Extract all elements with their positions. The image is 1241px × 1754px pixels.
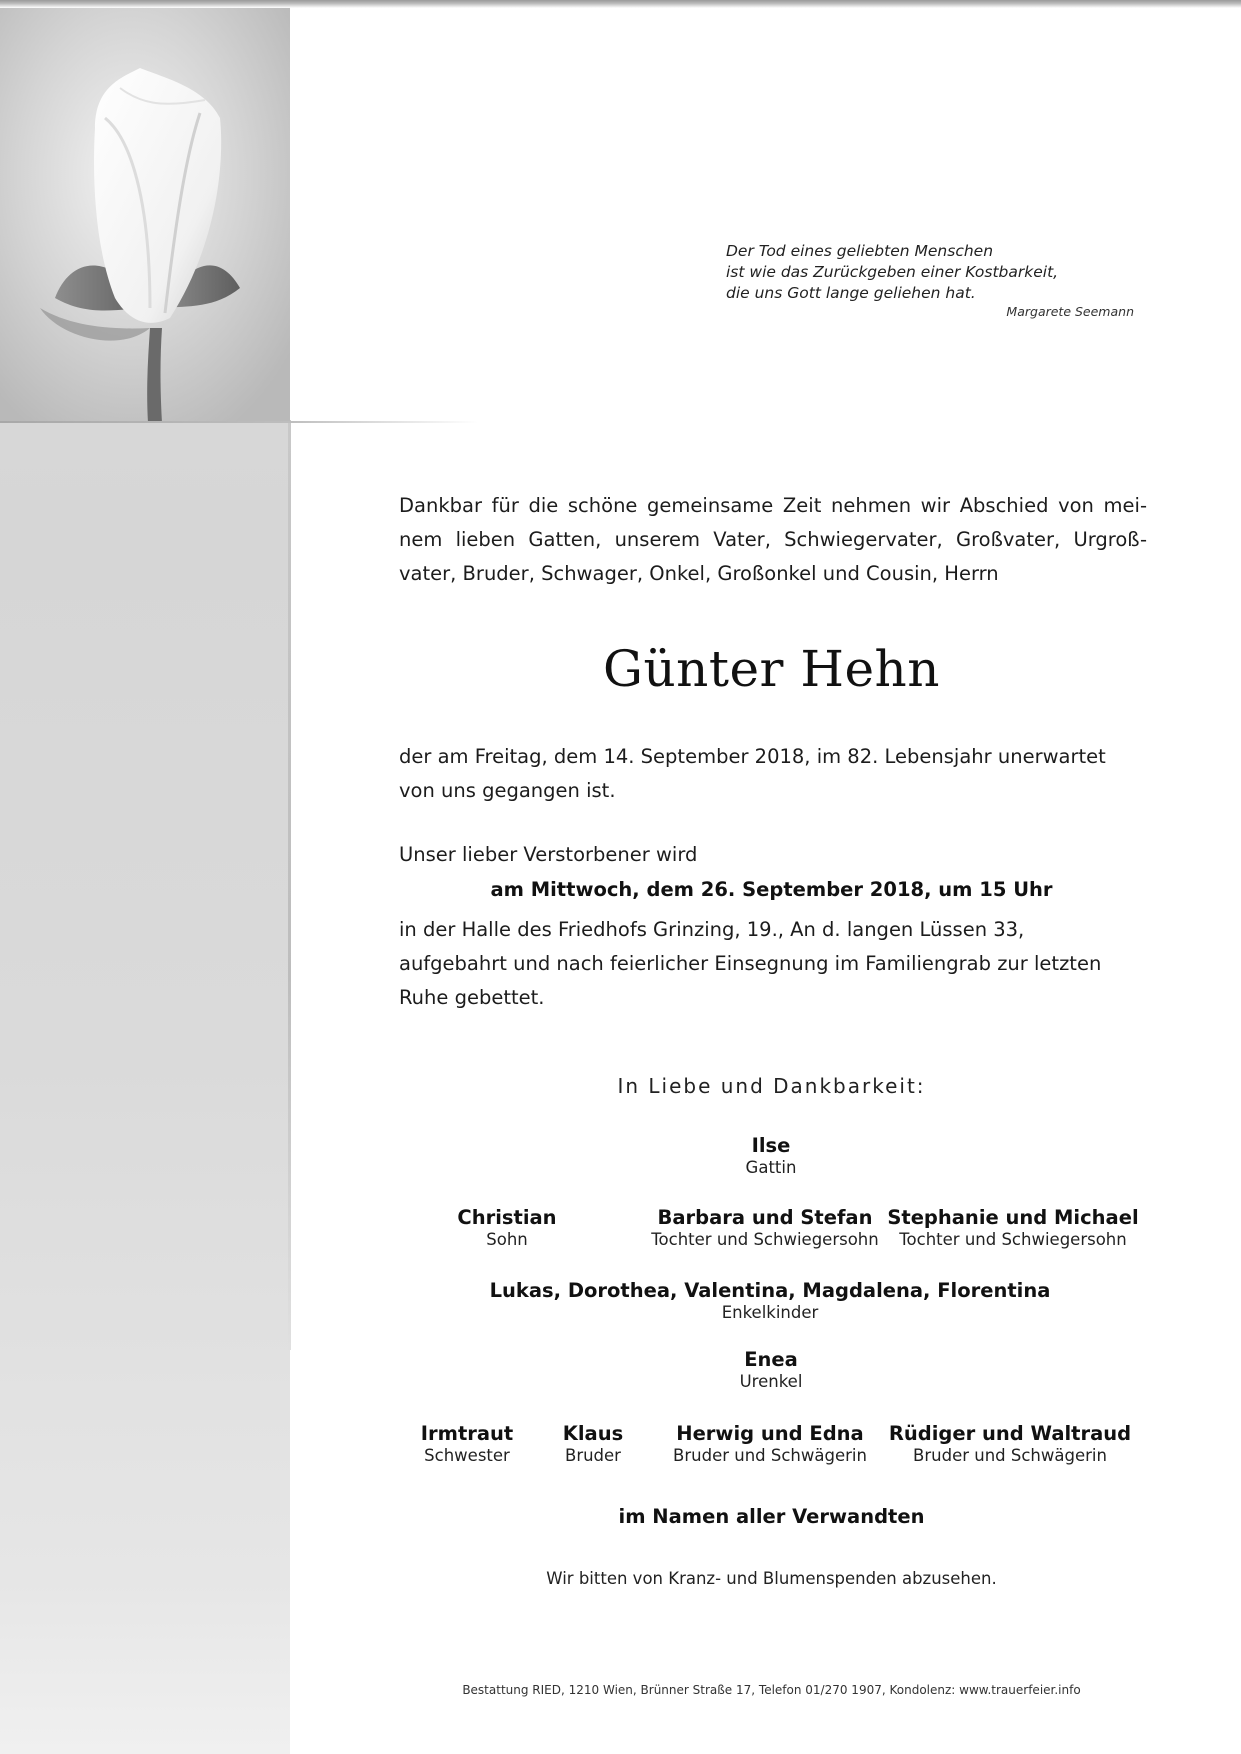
mourner-sibling <box>543 1422 643 1466</box>
mourner-relation: Bruder und Schwägerin <box>913 1446 1107 1465</box>
side-band-edge <box>288 420 291 1350</box>
mourner-child <box>407 1206 607 1250</box>
service-place-line: in der Halle des Friedhofs Grinzing, 19., An d. langen Lüssen 33, <box>399 918 1025 941</box>
mourner-grandchildren <box>440 1279 1100 1323</box>
mourner-relation: Bruder <box>565 1446 621 1465</box>
photo-divider-line <box>0 421 478 423</box>
intro-paragraph <box>399 489 1147 591</box>
mourner-relation: Schwester <box>424 1446 510 1465</box>
service-place-line: aufgebahrt und nach feierlicher Einsegnung im Familiengrab zur letzten <box>399 952 1102 975</box>
mourner-relation: Tochter und Schwiegersohn <box>651 1230 879 1249</box>
on-behalf-line: im Namen aller Verwandten <box>618 1505 925 1528</box>
death-line: der am Freitag, dem 14. September 2018, im 82. Lebensjahr unerwartet <box>399 745 1106 768</box>
death-paragraph <box>399 740 1147 808</box>
mourner-name: Lukas, Dorothea, Valentina, Magdalena, Florentina <box>489 1279 1051 1302</box>
mourner-relation: Gattin <box>745 1158 797 1177</box>
mourner-name: Herwig und Edna <box>676 1422 864 1445</box>
service-place-line: Ruhe gebettet. <box>399 986 545 1009</box>
mourner-relation: Urenkel <box>739 1372 803 1391</box>
intro-line: Dankbar für die schöne gemeinsame Zeit nehmen wir Abschied von mei- <box>399 494 1147 517</box>
mourner-great-grandchild <box>671 1348 871 1392</box>
mourner-sibling <box>885 1422 1135 1466</box>
deceased-name: Günter Hehn <box>603 640 940 698</box>
mourner-spouse <box>671 1134 871 1178</box>
funeral-home-footer: Bestattung RIED, 1210 Wien, Brünner Straße 17, Telefon 01/270 1907, Kondolenz: www.trauerfeier.info <box>462 1683 1081 1697</box>
service-place-paragraph <box>399 913 1147 1015</box>
top-scan-edge <box>0 0 1241 8</box>
death-line: von uns gegangen ist. <box>399 779 616 802</box>
mourner-relation: Bruder und Schwägerin <box>673 1446 867 1465</box>
quote <box>726 241 1146 304</box>
intro-line: vater, Bruder, Schwager, Onkel, Großonkel und Cousin, Herrn <box>399 562 999 585</box>
mourner-name: Stephanie und Michael <box>887 1206 1139 1229</box>
quote-line: die uns Gott lange geliehen hat. <box>726 284 976 302</box>
mourner-name: Klaus <box>562 1422 624 1445</box>
rose-photo <box>0 8 290 423</box>
mourner-sibling <box>397 1422 537 1466</box>
closing-phrase: In Liebe und Dankbarkeit: <box>617 1074 926 1098</box>
quote-author: Margarete Seemann <box>1006 304 1134 319</box>
mourner-name: Enea <box>744 1348 798 1371</box>
mourner-name: Rüdiger und Waltraud <box>888 1422 1132 1445</box>
service-intro <box>399 838 1147 872</box>
service-intro-line: Unser lieber Verstorbener wird <box>399 843 698 866</box>
mourner-relation: Sohn <box>486 1230 528 1249</box>
mourner-relation: Enkelkinder <box>721 1303 819 1322</box>
service-date: am Mittwoch, dem 26. September 2018, um 15 Uhr <box>490 878 1053 901</box>
mourner-sibling <box>655 1422 885 1466</box>
mourner-relation: Tochter und Schwiegersohn <box>899 1230 1127 1249</box>
rose-icon <box>0 8 290 423</box>
mourner-name: Ilse <box>751 1134 791 1157</box>
mourner-name: Christian <box>457 1206 557 1229</box>
mourner-name: Irmtraut <box>420 1422 514 1445</box>
quote-line: Der Tod eines geliebten Menschen <box>726 242 994 260</box>
intro-line: nem lieben Gatten, unserem Vater, Schwiegervater, Großvater, Urgroß- <box>399 528 1147 551</box>
quote-line: ist wie das Zurückgeben einer Kostbarkeit, <box>726 263 1059 281</box>
mourner-child <box>620 1206 910 1250</box>
mourner-child <box>878 1206 1148 1250</box>
mourner-name: Barbara und Stefan <box>657 1206 873 1229</box>
flowers-note: Wir bitten von Kranz- und Blumenspenden abzusehen. <box>546 1569 997 1588</box>
